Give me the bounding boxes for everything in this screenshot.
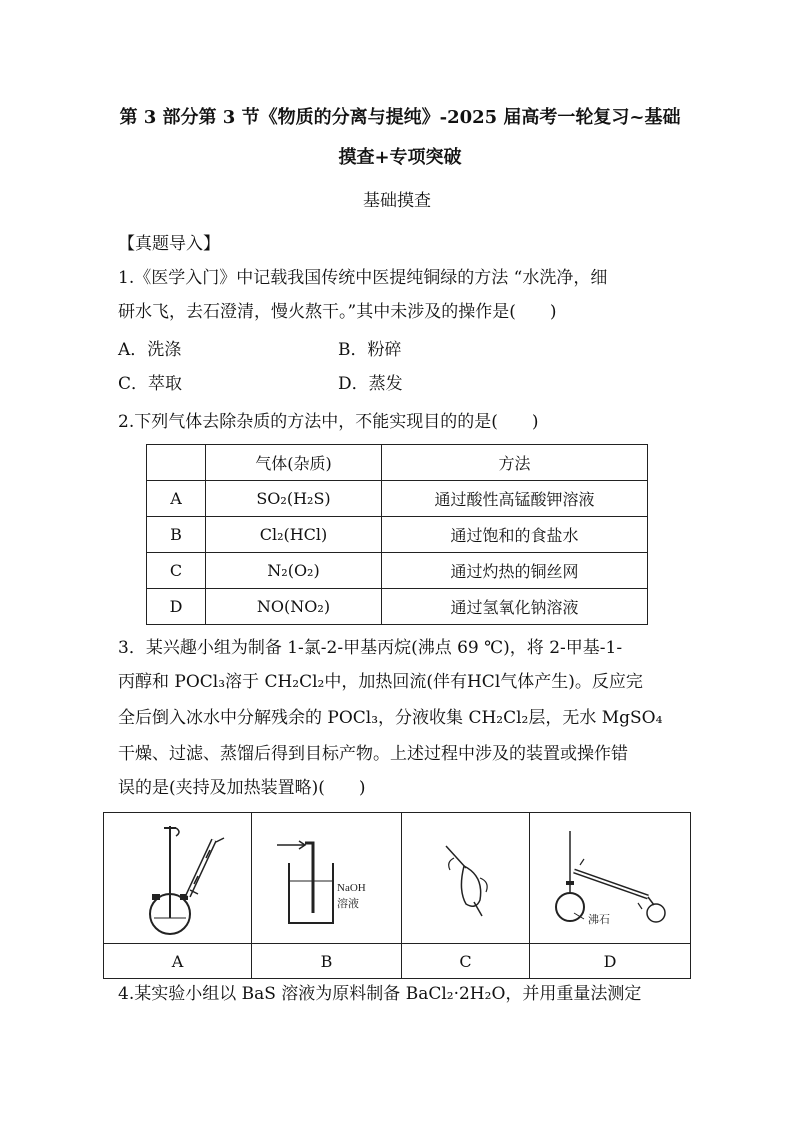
q3-line-4: 干燥、过滤、蒸馏后得到目标产物。上述过程中涉及的装置或操作错	[118, 744, 628, 764]
row-gas: NO(NO₂)	[206, 589, 382, 625]
row-gas: Cl₂(HCl)	[206, 517, 382, 553]
reflux-apparatus-icon	[118, 818, 238, 938]
row-gas: SO₂(H₂S)	[206, 481, 382, 517]
table-header-row	[147, 445, 648, 481]
q2-stem: 2.下列气体去除杂质的方法中，不能实现目的的是( )	[118, 412, 539, 432]
q3-line-2: 丙醇和 POCl₃溶于 CH₂Cl₂中，加热回流(伴有HCl气体产生)。反应完	[118, 672, 643, 692]
table-header-cell: 气体(杂质)	[206, 445, 382, 481]
gas-absorption-icon	[267, 823, 387, 933]
q1-option-b: B．粉碎	[338, 340, 402, 360]
apparatus-a-cell	[104, 813, 252, 944]
row-label: C	[147, 553, 206, 589]
q3-apparatus-table	[103, 812, 691, 979]
row-method: 通过饱和的食盐水	[382, 517, 648, 553]
distillation-apparatus-icon	[540, 823, 680, 933]
apparatus-c-cell	[402, 813, 530, 944]
apparatus-label-c: C	[402, 944, 530, 979]
q1-option-a: A．洗涤	[118, 340, 182, 360]
row-label: A	[147, 481, 206, 517]
q1-line-2: 研水飞，去石澄清，慢火熬干。”其中未涉及的操作是( )	[118, 302, 557, 322]
apparatus-label-b: B	[252, 944, 402, 979]
document-title-line-1: 第 3 部分第 3 节《物质的分离与提纯》-2025 届高考一轮复习~基础	[119, 107, 681, 128]
row-label: D	[147, 589, 206, 625]
q1-option-c: C．萃取	[118, 374, 183, 394]
q3-line-5: 误的是(夹持及加热装置略)( )	[118, 778, 366, 798]
separatory-funnel-icon	[416, 828, 516, 928]
apparatus-b-cell	[252, 813, 402, 944]
q3-line-1: 3．某兴趣小组为制备 1-氯-2-甲基丙烷(沸点 69 ℃)，将 2-甲基-1-	[118, 638, 623, 658]
solution-label: 溶液	[336, 898, 359, 910]
subtitle: 基础摸查	[363, 191, 431, 211]
q4-line-1: 4.某实验小组以 BaS 溶液为原料制备 BaCl₂·2H₂O，并用重量法测定	[118, 984, 642, 1004]
q2-table	[146, 444, 648, 625]
row-method: 通过氢氧化钠溶液	[382, 589, 648, 625]
apparatus-label-a: A	[104, 944, 252, 979]
table-header-cell: 方法	[382, 445, 648, 481]
row-method: 通过酸性高锰酸钾溶液	[382, 481, 648, 517]
document-title-line-2: 摸查+专项突破	[338, 147, 462, 168]
apparatus-d-cell	[530, 813, 691, 944]
table-row	[147, 517, 648, 553]
boiling-chips-label: 沸石	[588, 914, 610, 926]
q3-line-3: 全后倒入冰水中分解残余的 POCl₃，分液收集 CH₂Cl₂层，无水 MgSO₄	[118, 708, 663, 728]
apparatus-label-d: D	[530, 944, 691, 979]
row-gas: N₂(O₂)	[206, 553, 382, 589]
table-row	[147, 553, 648, 589]
section-heading: 【真题导入】	[118, 234, 220, 254]
table-row	[147, 589, 648, 625]
q1-line-1: 1.《医学入门》中记载我国传统中医提纯铜绿的方法 “水洗净，细	[118, 268, 608, 288]
table-row	[147, 481, 648, 517]
row-method: 通过灼热的铜丝网	[382, 553, 648, 589]
naoh-label: NaOH	[336, 882, 366, 894]
table-header-cell	[147, 445, 206, 481]
q1-option-d: D．蒸发	[338, 374, 403, 394]
row-label: B	[147, 517, 206, 553]
